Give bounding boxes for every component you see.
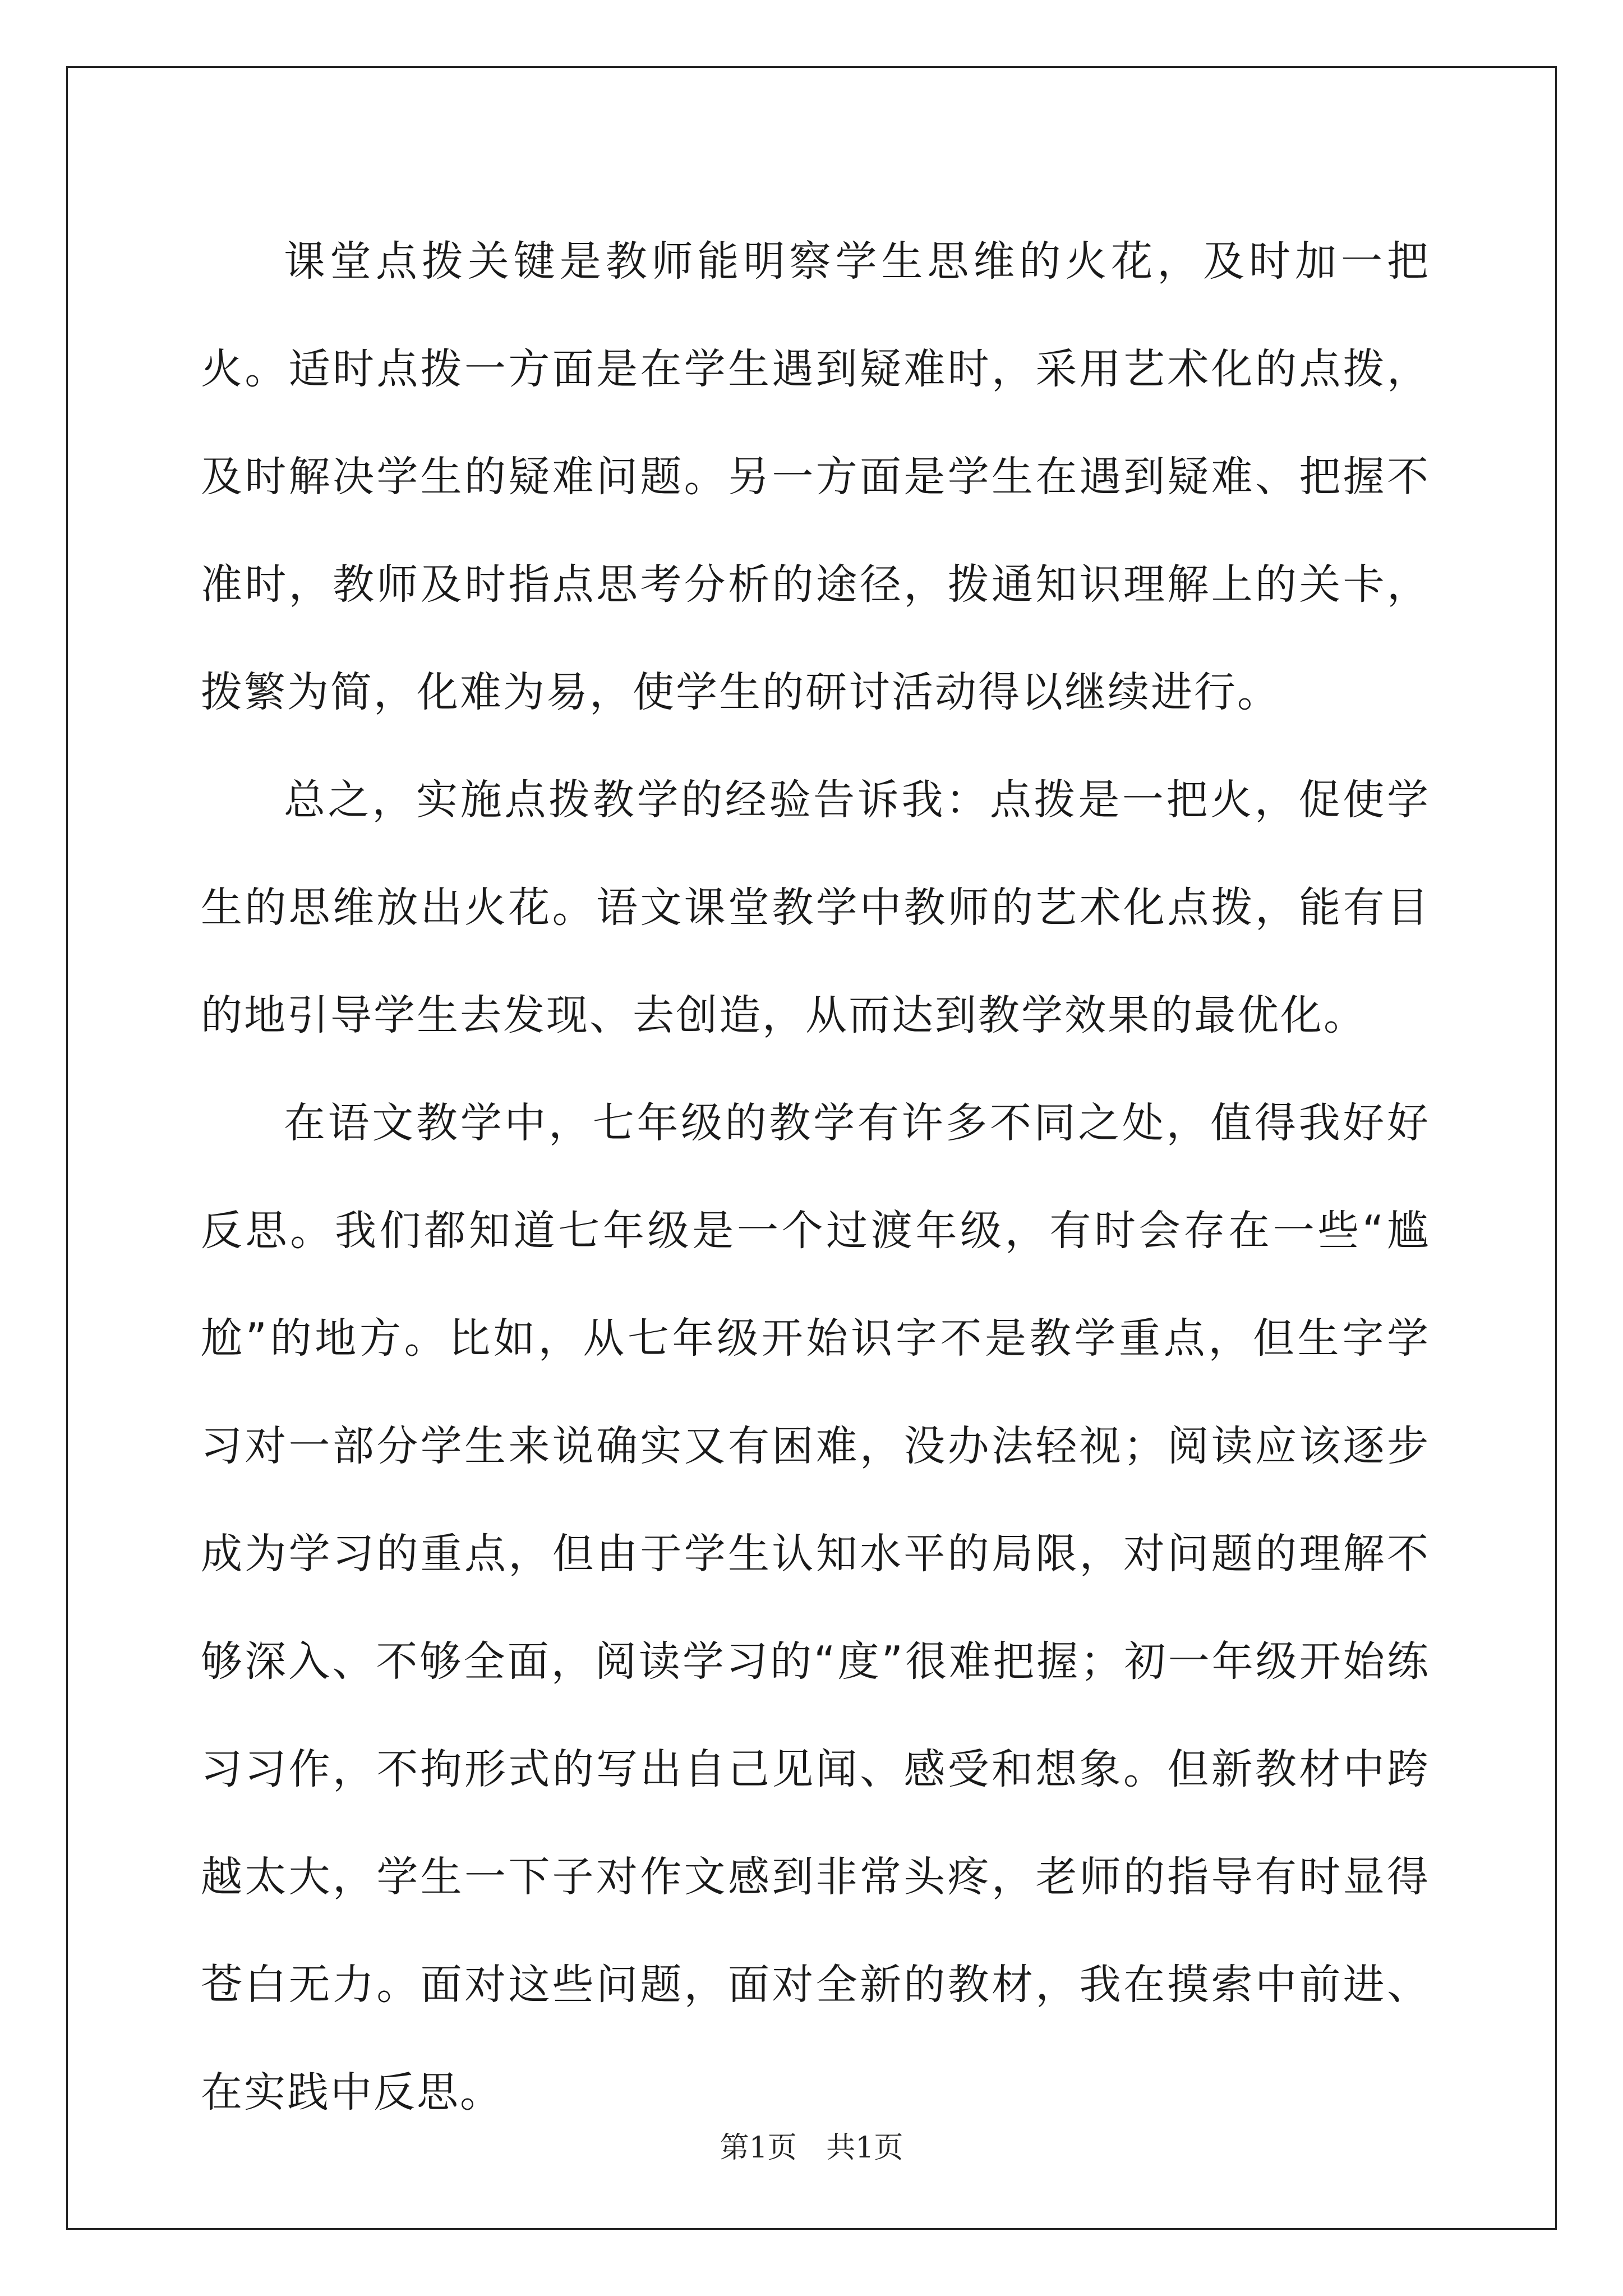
document-body <box>201 208 1430 2146</box>
paragraph-3: 在语文教学中，七年级的教学有许多不同之处，值得我好好反思。我们都知道七年级是一个过渡年级，有时会存在一些“尴尬”的地方。比如，从七年级开始识字不是教学重点，但生字学习对一部分学生来说确实又有困难，没办法轻视；阅读应该逐步成为学习的重点，但由于学生认知水平的局限，对问题的理解不够深入、不够全面，阅读学习的“度”很难把握；初一年级开始练习习作，不拘形式的写出自己见闻、感受和想象。但新教材中跨越太大，学生一下子对作文感到非常头疼，老师的指导有时显得苍白无力。面对这些问题，面对全新的教材，我在摸索中前进、在实践中反思。 <box>201 1099 1430 2116</box>
paragraph-2: 总之，实施点拨教学的经验告诉我：点拨是一把火，促使学生的思维放出火花。语文课堂教学中教师的艺术化点拨，能有目的地引导学生去发现、去创造，从而达到教学效果的最优化。 <box>201 776 1430 1039</box>
page-number: 第1页 <box>720 2131 797 2165</box>
page-footer <box>0 2124 1623 2166</box>
paragraph-1: 课堂点拨关键是教师能明察学生思维的火花，及时加一把火。适时点拨一方面是在学生遇到疑难时，采用艺术化的点拨，及时解决学生的疑难问题。另一方面是学生在遇到疑难、把握不准时，教师及时指点思考分析的途径，拨通知识理解上的关卡，拨繁为简，化难为易，使学生的研讨活动得以继续进行。 <box>201 237 1430 716</box>
page-total: 共1页 <box>826 2131 903 2165</box>
